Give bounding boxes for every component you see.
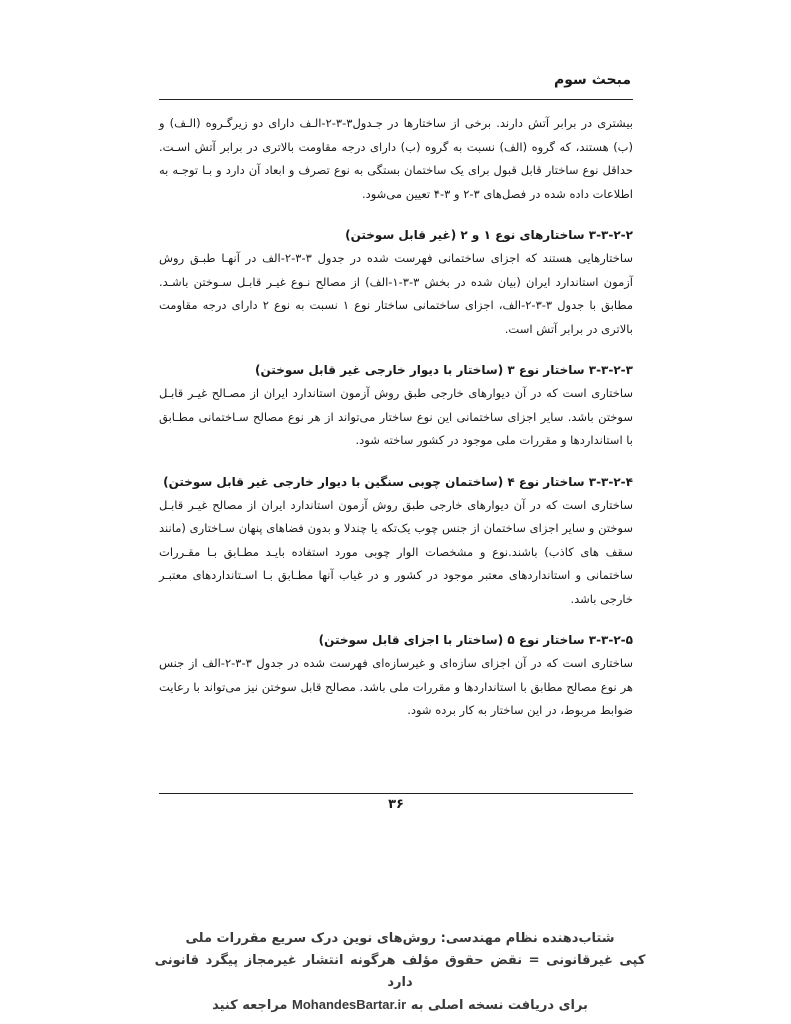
watermark-line-3-suffix: مراجعه کنید xyxy=(212,998,288,1013)
header-divider xyxy=(159,99,633,100)
publisher-watermark xyxy=(140,928,660,1017)
chapter-header-title: مبحث سوم xyxy=(554,72,631,88)
section-heading: ۳-۳-۲-۳ ساختار نوع ۳ (ساختار با دیوار خارجی غیر قابل سوختن) xyxy=(255,363,633,377)
watermark-line-2: کپی غیرقانونی = نقض حقوق مؤلف هرگونه انتشار غیرمجاز پیگرد قانونی دارد xyxy=(154,953,646,990)
section-paragraph: ساختارهایی هستند که اجزای ساختمانی فهرست شده در جدول ۳-۳-۲-الف در آنهـا طبـق روش آزمون استاندارد ایران (بیان شده در بخش ۳-۳-۱-الف) از مصالح نـوع غیـر قابـل سـوختن باشـد. مطابق با جدول ۳-۳-۲-الف، اجزای ساختمانی ساختار نوع ۱ نسبت به نوع ۲ دارای درجه مقاومت بالاتری در برابر آتش است. xyxy=(159,251,634,336)
section-2-4 xyxy=(159,470,633,612)
watermark-line-1: شتاب‌دهنده نظام مهندسی: روش‌های نوین درک سریع مقررات ملی xyxy=(185,931,615,946)
watermark-site-link[interactable]: MohandesBartar.ir xyxy=(292,997,407,1012)
page-body xyxy=(159,112,633,723)
section-2-5 xyxy=(159,628,633,723)
section-2-2 xyxy=(159,223,633,341)
intro-paragraph: بیشتری در برابر آتش دارند. برخی از ساختارها در جـدول۳-۳-۲-الـف دارای دو زیرگـروه (الـف) و (ب) هستند، که گروه (الف) نسبت به گروه (ب) دارای درجه مقاومت بالاتری در برابر آتش اسـت. حداقل نوع ساختار قابل قبول برای یک ساختمان بستگی به نوع تصرف و ابعاد آن دارد و بـا توجـه به اطلاعات داده شده در فصل‌های ۳-۲ و ۳-۴ تعیین می‌شود. xyxy=(159,116,633,201)
watermark-line-3-prefix: برای دریافت نسخه اصلی به xyxy=(410,998,588,1013)
watermark-line-3 xyxy=(140,994,660,1017)
section-paragraph: ساختاری است که در آن دیوارهای خارجی طبق روش آزمون استاندارد ایران از مصالح غیـر قابـل سوختن و سایر اجزای ساختمان از جنس چوب یک‌تکه یا چندلا و بدون فضاهای پنهان سـاختاری (مانند سقف های کاذب) باشند.نوع و مشخصات الوار چوبی مورد استفاده بایـد مطـابق بـا مقـررات ساختمانی و استانداردهای معتبر موجود در کشور و در غیاب آنها مطـابق بـا اسـتانداردهای معتبـر خارجی باشد. xyxy=(159,497,633,606)
page-number: ۳۶ xyxy=(388,797,404,812)
section-heading: ۳-۳-۲-۴ ساختار نوع ۴ (ساختمان چوبی سنگین با دیوار خارجی غیر قابل سوختن) xyxy=(163,474,633,489)
footer-divider xyxy=(159,793,633,794)
section-2-3 xyxy=(159,358,633,453)
section-heading: ۳-۳-۲-۵ ساختار نوع ۵ (ساختار با اجزای قابل سوختن) xyxy=(318,633,633,647)
section-paragraph: ساختاری است که در آن اجزای سازه‌ای و غیرسازه‌ای فهرست شده در جدول ۳-۳-۲-الف از جنس هر نوع مصالح مطابق با استانداردها و مقررات ملی باشد. مصالح قابل سوختن نیز می‌تواند با رعایت ضوابط مربوط، در این ساختار به کار برده شود. xyxy=(159,656,633,717)
section-heading: ۳-۳-۲-۲ ساختارهای نوع ۱ و ۲ (غیر قابل سوختن) xyxy=(345,228,633,242)
section-paragraph: ساختاری است که در آن دیوارهای خارجی طبق روش آزمون استاندارد ایران از مصـالح غیـر قابـل سوختن باشد. سایر اجزای ساختمانی این نوع ساختار می‌تواند از هر نوع مصالح سـاختمانی مطـابق با استانداردها و مقررات ملی موجود در کشور ساخته شود. xyxy=(159,386,633,447)
